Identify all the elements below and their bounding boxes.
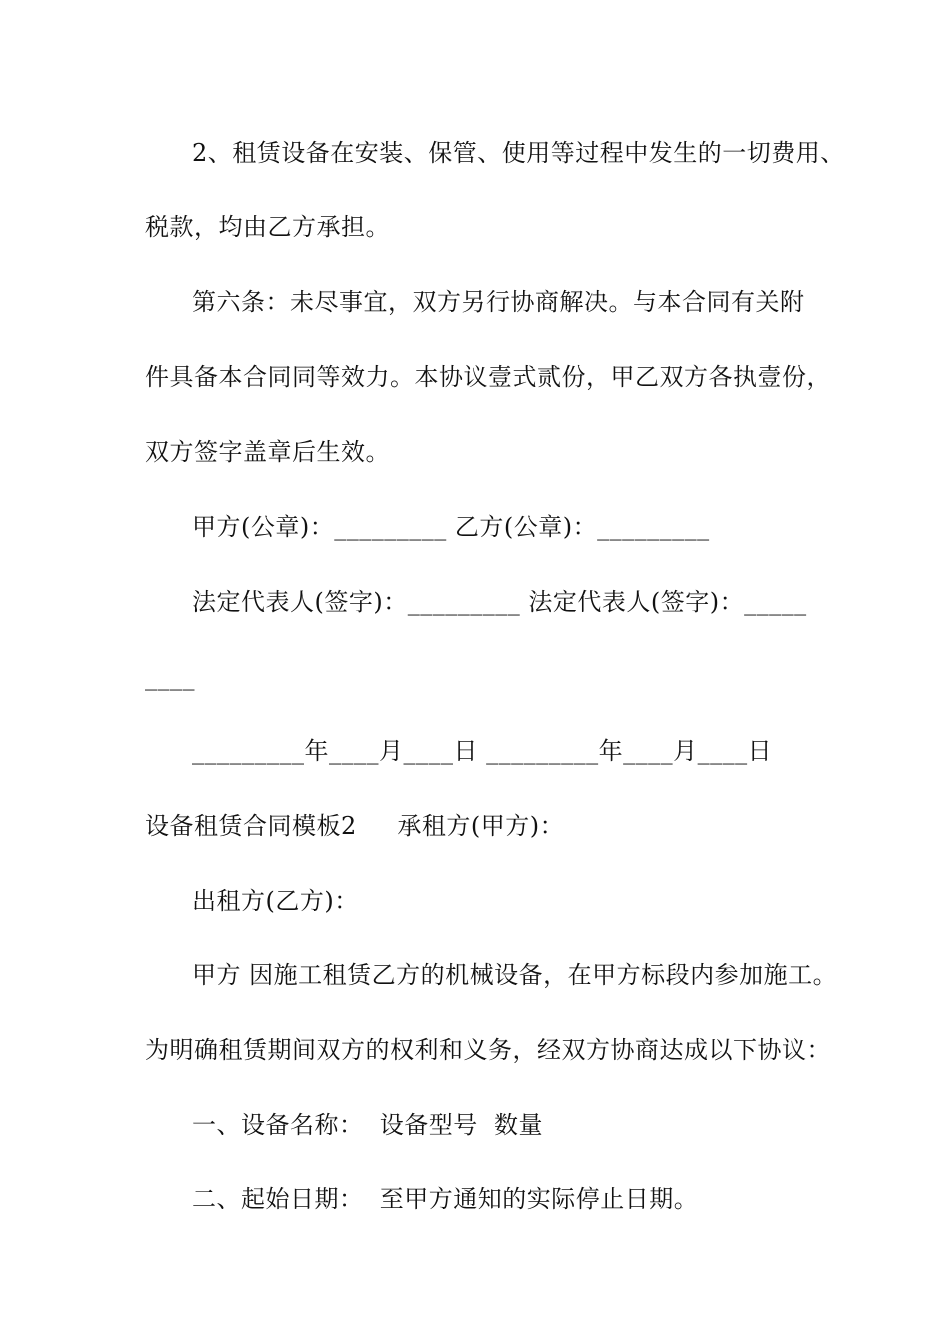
intro-paragraph-continuation: 为明确租赁期间双方的权利和义务，经双方协商达成以下协议： (145, 1036, 831, 1064)
party-seal-line: 甲方(公章)：_________ 乙方(公章)：_________ (192, 513, 710, 541)
article-six-continuation: 件具备本合同同等效力。本协议壹式贰份，甲乙双方各执壹份， (145, 363, 831, 391)
article-six-text: 第六条：未尽事宜，双方另行协商解决。与本合同有关附 (192, 288, 805, 316)
signature-line-continuation: ____ (145, 663, 195, 691)
equipment-name-line: 一、设备名称： 设备型号 数量 (192, 1111, 544, 1139)
date-line: _________年____月____日 _________年____月____日 (192, 737, 773, 765)
template-heading-lessee: 设备租赁合同模板2 承租方(甲方)： (145, 812, 565, 840)
clause-2-text: 2、租赁设备在安装、保管、使用等过程中发生的一切费用、 (192, 139, 845, 167)
intro-paragraph: 甲方 因施工租赁乙方的机械设备，在甲方标段内参加施工。 (192, 961, 838, 989)
clause-2-continuation: 税款，均由乙方承担。 (145, 213, 390, 241)
lessor-line: 出租方(乙方)： (192, 887, 359, 915)
start-date-line: 二、起始日期： 至甲方通知的实际停止日期。 (192, 1185, 699, 1213)
article-six-ending: 双方签字盖章后生效。 (145, 438, 390, 466)
legal-representative-line: 法定代表人(签字)：_________ 法定代表人(签字)：_____ (192, 588, 807, 616)
